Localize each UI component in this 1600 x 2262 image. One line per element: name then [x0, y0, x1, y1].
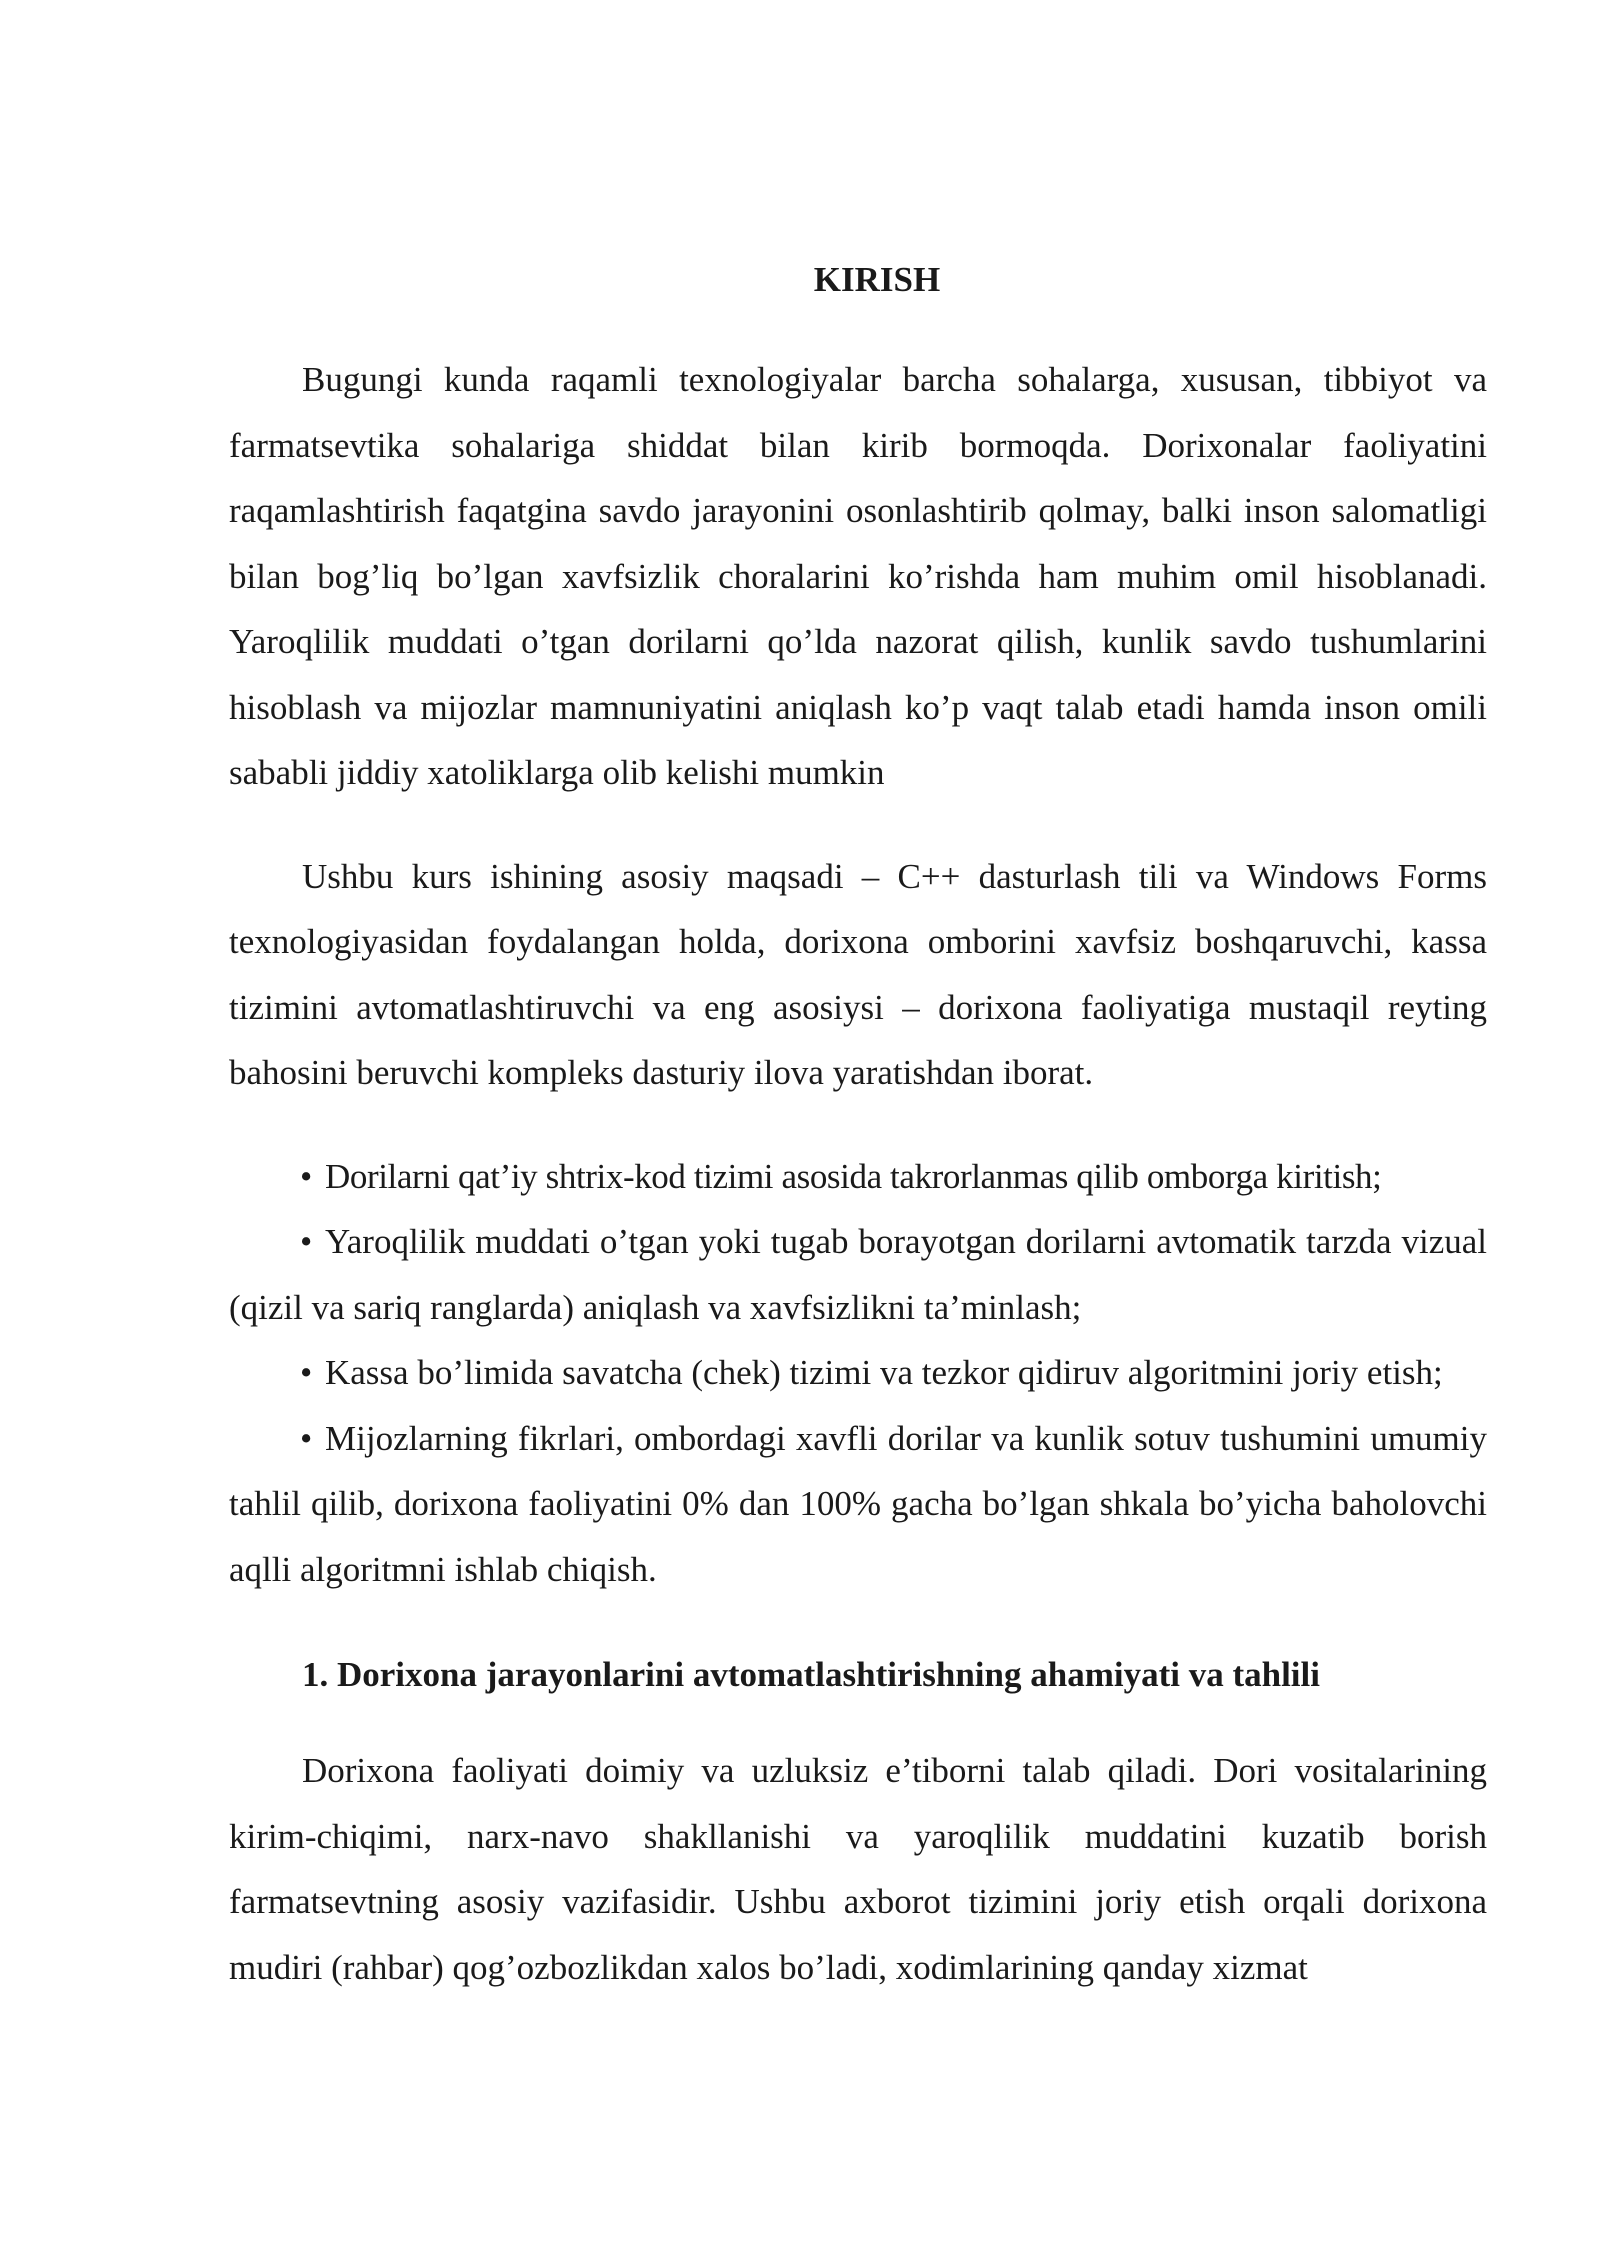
bullet-icon: • [300, 1418, 313, 1458]
list-item [229, 1406, 1487, 1603]
task-list [229, 1144, 1487, 1603]
intro-paragraph: Bugungi kunda raqamli texnologiyalar barcha sohalarga, xususan, tibbiyot va farmatsevtika sohalariga shiddat bilan kirib bormoqda. Dorixonalar faoliyatini raqamlashtirish faqatgina savdo jarayonini osonlashtirib qolmay, balki inson salomatligi bilan bog’liq bo’lgan xavfsizlik choralarini ko’rishda ham muhim omil hisoblanadi. Yaroqlilik muddati o’tgan dorilarni qo’lda nazorat qilish, kunlik savdo tushumlarini hisoblash va mijozlar mamnuniyatini aniqlash ko’p vaqt talab etadi hamda inson omili sababli jiddiy xatoliklarga olib kelishi mumkin [229, 360, 1487, 792]
bullet-icon: • [300, 1353, 313, 1392]
section-paragraph: Dorixona faoliyati doimiy va uzluksiz e’tiborni talab qiladi. Dori vositalarining kirim-chiqimi, narx-navo shakllanishi va yaroqlilik muddatini kuzatib borish farmatsevtning asosiy vazifasidir. Ushbu axborot tizimini joriy etish orqali dorixona mudiri (rahbar) qog’ozbozlikdan xalos bo’ladi, xodimlarining qanday xizmat [229, 1751, 1487, 1987]
list-item-text: Kassa bo’limida savatcha (chek) tizimi va tezkor qidiruv algoritmini joriy etish; [325, 1353, 1443, 1392]
page-content [229, 255, 1487, 2000]
goal-paragraph: Ushbu kurs ishining asosiy maqsadi – C++ dasturlash tili va Windows Forms texnologiyasidan foydalangan holda, dorixona omborini xavfsiz boshqaruvchi, kassa tizimini avtomatlashtiruvchi va eng asosiysi – dorixona faoliyatiga mustaqil reyting bahosini beruvchi kompleks dasturiy ilova yaratishdan iborat. [229, 856, 1487, 1092]
list-item-text: Yaroqlilik muddati o’tgan yoki tugab borayotgan dorilarni avtomatik tarzda vizual (qizil va sariq ranglarda) aniqlash va xavfsizlikni ta’minlash; [229, 1222, 1487, 1327]
bullet-icon: • [300, 1156, 312, 1196]
list-item [229, 1340, 1487, 1406]
bullet-icon: • [300, 1222, 313, 1261]
section-heading: 1. Dorixona jarayonlarini avtomatlashtirishning ahamiyati va tahlili [302, 1655, 1320, 1694]
list-item [229, 1144, 1487, 1210]
list-item-text: Mijozlarning fikrlari, ombordagi xavfli dorilar va kunlik sotuv tushumini umumiy tahlil qilib, dorixona faoliyatini 0% dan 100% gacha bo’lgan shkala bo’yicha baholovchi aqlli algoritmni ishlab chiqish. [229, 1418, 1487, 1589]
list-item [229, 1209, 1487, 1340]
page-title: KIRISH [813, 260, 941, 299]
list-item-text: Dorilarni qat’iy shtrix-kod tizimi asosida takrorlanmas qilib omborga kiritish; [325, 1156, 1382, 1196]
